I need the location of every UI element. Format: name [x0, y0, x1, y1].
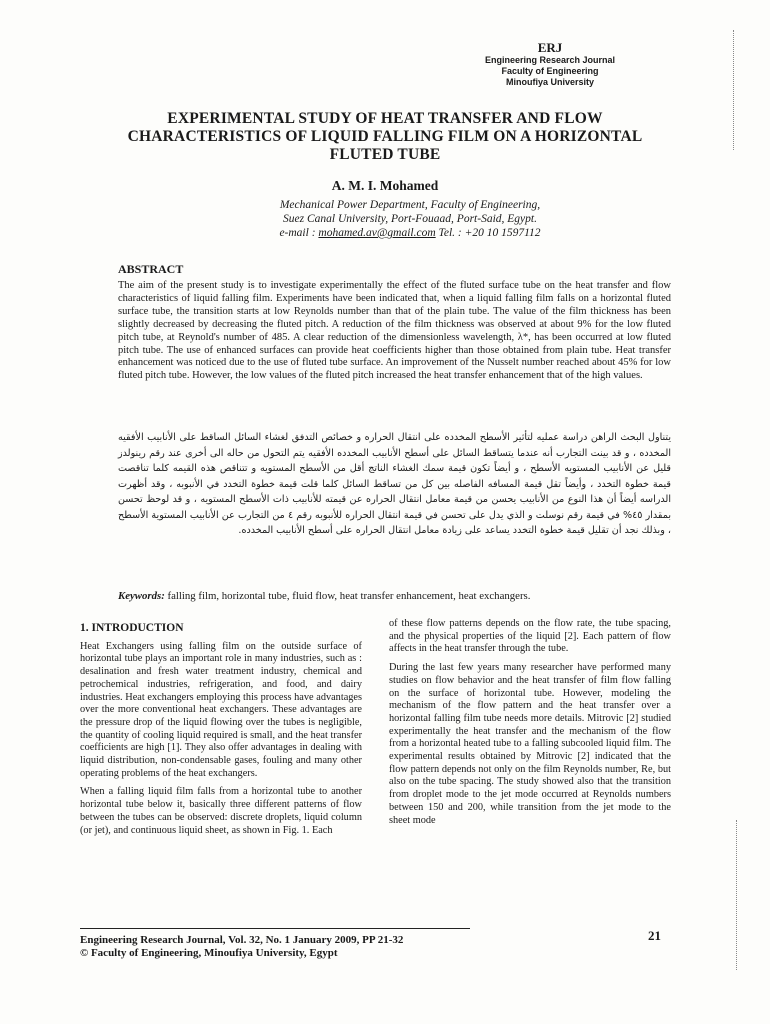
- email-label: e-mail :: [279, 227, 316, 239]
- keywords-text: falling film, horizontal tube, fluid flow, heat transfer enhancement, heat exchangers.: [167, 590, 531, 602]
- section-heading-introduction: 1. INTRODUCTION: [80, 622, 184, 634]
- faculty-name: Faculty of Engineering: [501, 66, 599, 76]
- abstract-heading: ABSTRACT: [118, 262, 184, 276]
- keywords-label: Keywords:: [118, 590, 165, 602]
- affiliation-line-2: Suez Canal University, Port-Fouaad, Port-Said, Egypt.: [283, 213, 537, 225]
- journal-abbrev: ERJ: [537, 40, 563, 55]
- footer: [80, 934, 403, 960]
- scan-edge-mark: [733, 30, 734, 150]
- telephone: Tel. : +20 10 1597112: [438, 227, 541, 239]
- arabic-abstract: يتناول البحث الراهن دراسة عمليه لتأثير الأسطح المخدده على انتقال الحراره و خصائص التدفق لغشاء السائل الساقط على الأنابيب الأفقيه المخدده ، و قد بينت التجارب أنه عندما يتساقط السائل على أسطح الأنابيب المخدده الأفقيه يتم التحول من حاله الى أخرى عند رقم رينولدز قليل عن الأنابيب المستويه الأسطح ، و أيضاً تكون قيمة سمك الغشاء الناتج أقل من الأسطح المستويه و تتناقص هذه القيمه كلما تناقصت قيمة خطوة التخدد ، وأيضاً تقل قيمة المسافه الفاصله بين كل من تساقط السائل كلما قلت قيمة خطوة التخدد في الأنبوبه ، وقد أظهرت الدراسه أيضاً أن هذا النوع من الأنابيب يحسن من قيمة معامل انتقال الحراره عن قيمته للأنابيب ذات الأسطح المستويه ، و قد لوحظ تحسن بمقدار ٤٥% في قيمة رقم نوسلت و الذي يدل على تحسن في قيمة انتقال الحراره للأنبوبه رقم ٤ من التجارب عن الأنابيب المستوية الأسطح ، وبذلك نجد أن تقليل قيمة خطوة التخدد يساعد على زيادة معامل انتقال الحراره على أسطح الأنابيب المخدده.: [118, 432, 671, 536]
- keywords: [118, 590, 698, 602]
- footer-rule: [80, 928, 470, 929]
- scan-edge-mark: [736, 820, 737, 970]
- journal-header: [470, 42, 630, 88]
- contact-line: [150, 226, 670, 240]
- university-name: Minoufiya University: [505, 77, 595, 87]
- abstract-text: The aim of the present study is to investigate experimentally the effect of the fluted surface tube on the heat transfer and flow characteristics of liquid falling film. Experiments have been indicated that, when a liquid falling film falls on a horizontal fluted surface tube, the transition starts at low Reynolds number than that of the plain tube. The value of the film thickness has been slightly decreased by decreasing the fluted pitch. A reduction of the film thickness was observed at about 9% for the low fluted pitch tube, at Reynold's number of 485. A clear reduction of the dimensionless wavelength, λ*, has been occurred at low fluted pitch tube. The use of enhanced surfaces can provide heat coefficients higher than those obtained from plain tube. Heat transfer enhancement was noticed due to the use of fluted tube surface. An improvement of the Nusselt number reached about 45% for low fluted pitch tube. However, the low values of the fluted pitch increased the heat transfer enhancement that of the high values.: [118, 280, 671, 382]
- left-column: [80, 622, 362, 843]
- author: A. M. I. Mohamed: [331, 178, 439, 193]
- paper-title: EXPERIMENTAL STUDY OF HEAT TRANSFER AND FLOW CHARACTERISTICS OF LIQUID FALLING FILM ON A HORIZONTAL FLUTED TUBE: [127, 110, 643, 163]
- copyright-line: © Faculty of Engineering, Minoufiya University, Egypt: [80, 947, 338, 959]
- citation-line: Engineering Research Journal, Vol. 32, No. 1 January 2009, PP 21-32: [80, 934, 404, 946]
- page-number: 21: [648, 928, 661, 943]
- intro-paragraph-3: of these flow patterns depends on the flow rate, the tube spacing, and the physical properties of the liquid [2]. Each pattern of flow affects in the heat transfer through the tube.: [389, 618, 671, 655]
- journal-name: Engineering Research Journal: [484, 55, 616, 65]
- affiliation: [150, 198, 670, 240]
- intro-paragraph-4: During the last few years many researcher have performed many studies on flow behavior and the heat transfer of film flow falling on the surface of horizontal tube. However, modeling the mechanism of the flow pattern and the heat transfer over a horizontal falling film tube needs more details. Mitrovic [2] studied experimentally the heat transfer and the mechanism of the flow from a horizontal heated tube to a falling subcooled liquid film. The experimental results obtained by Mitrovic [2] indicated that the flow pattern depends not only on the film Reynolds number, Re, but also on the tube spacing. The study showed also that the transition from droplet mode to the jet mode occurred at Reynolds numbers between 150 and 200, while transition from the jet mode to the sheet mode: [389, 662, 671, 826]
- intro-paragraph-1: Heat Exchangers using falling film on the outside surface of horizontal tube plays an important role in many industries, such as : desalination and fresh water treatment industry, chemical and petrochemical industries, refrigeration, and food, and dairy industries. Heat exchangers employing this process have advantages over the more conventional heat exchangers. These advantages are the pressure drop of the liquid flowing over the tubes is negligible, the quantity of cooling liquid required is small, and the heat transfer coefficients are high [1]. They also offer advantages in dealing with liquid distribution, non-condensable gases, fouling and many other operating problems of the heat exchangers.: [80, 640, 362, 779]
- intro-paragraph-2: When a falling liquid film falls from a horizontal tube to another horizontal tube below it, basically three different patterns of flow between the tubes can be observed: discrete droplets, liquid column (or jet), and continuous liquid sheet, as shown in Fig. 1. Each: [80, 786, 362, 836]
- right-column: [389, 618, 671, 833]
- affiliation-line-1: Mechanical Power Department, Faculty of Engineering,: [279, 199, 541, 211]
- email-link[interactable]: mohamed.av@gmail.com: [318, 227, 436, 239]
